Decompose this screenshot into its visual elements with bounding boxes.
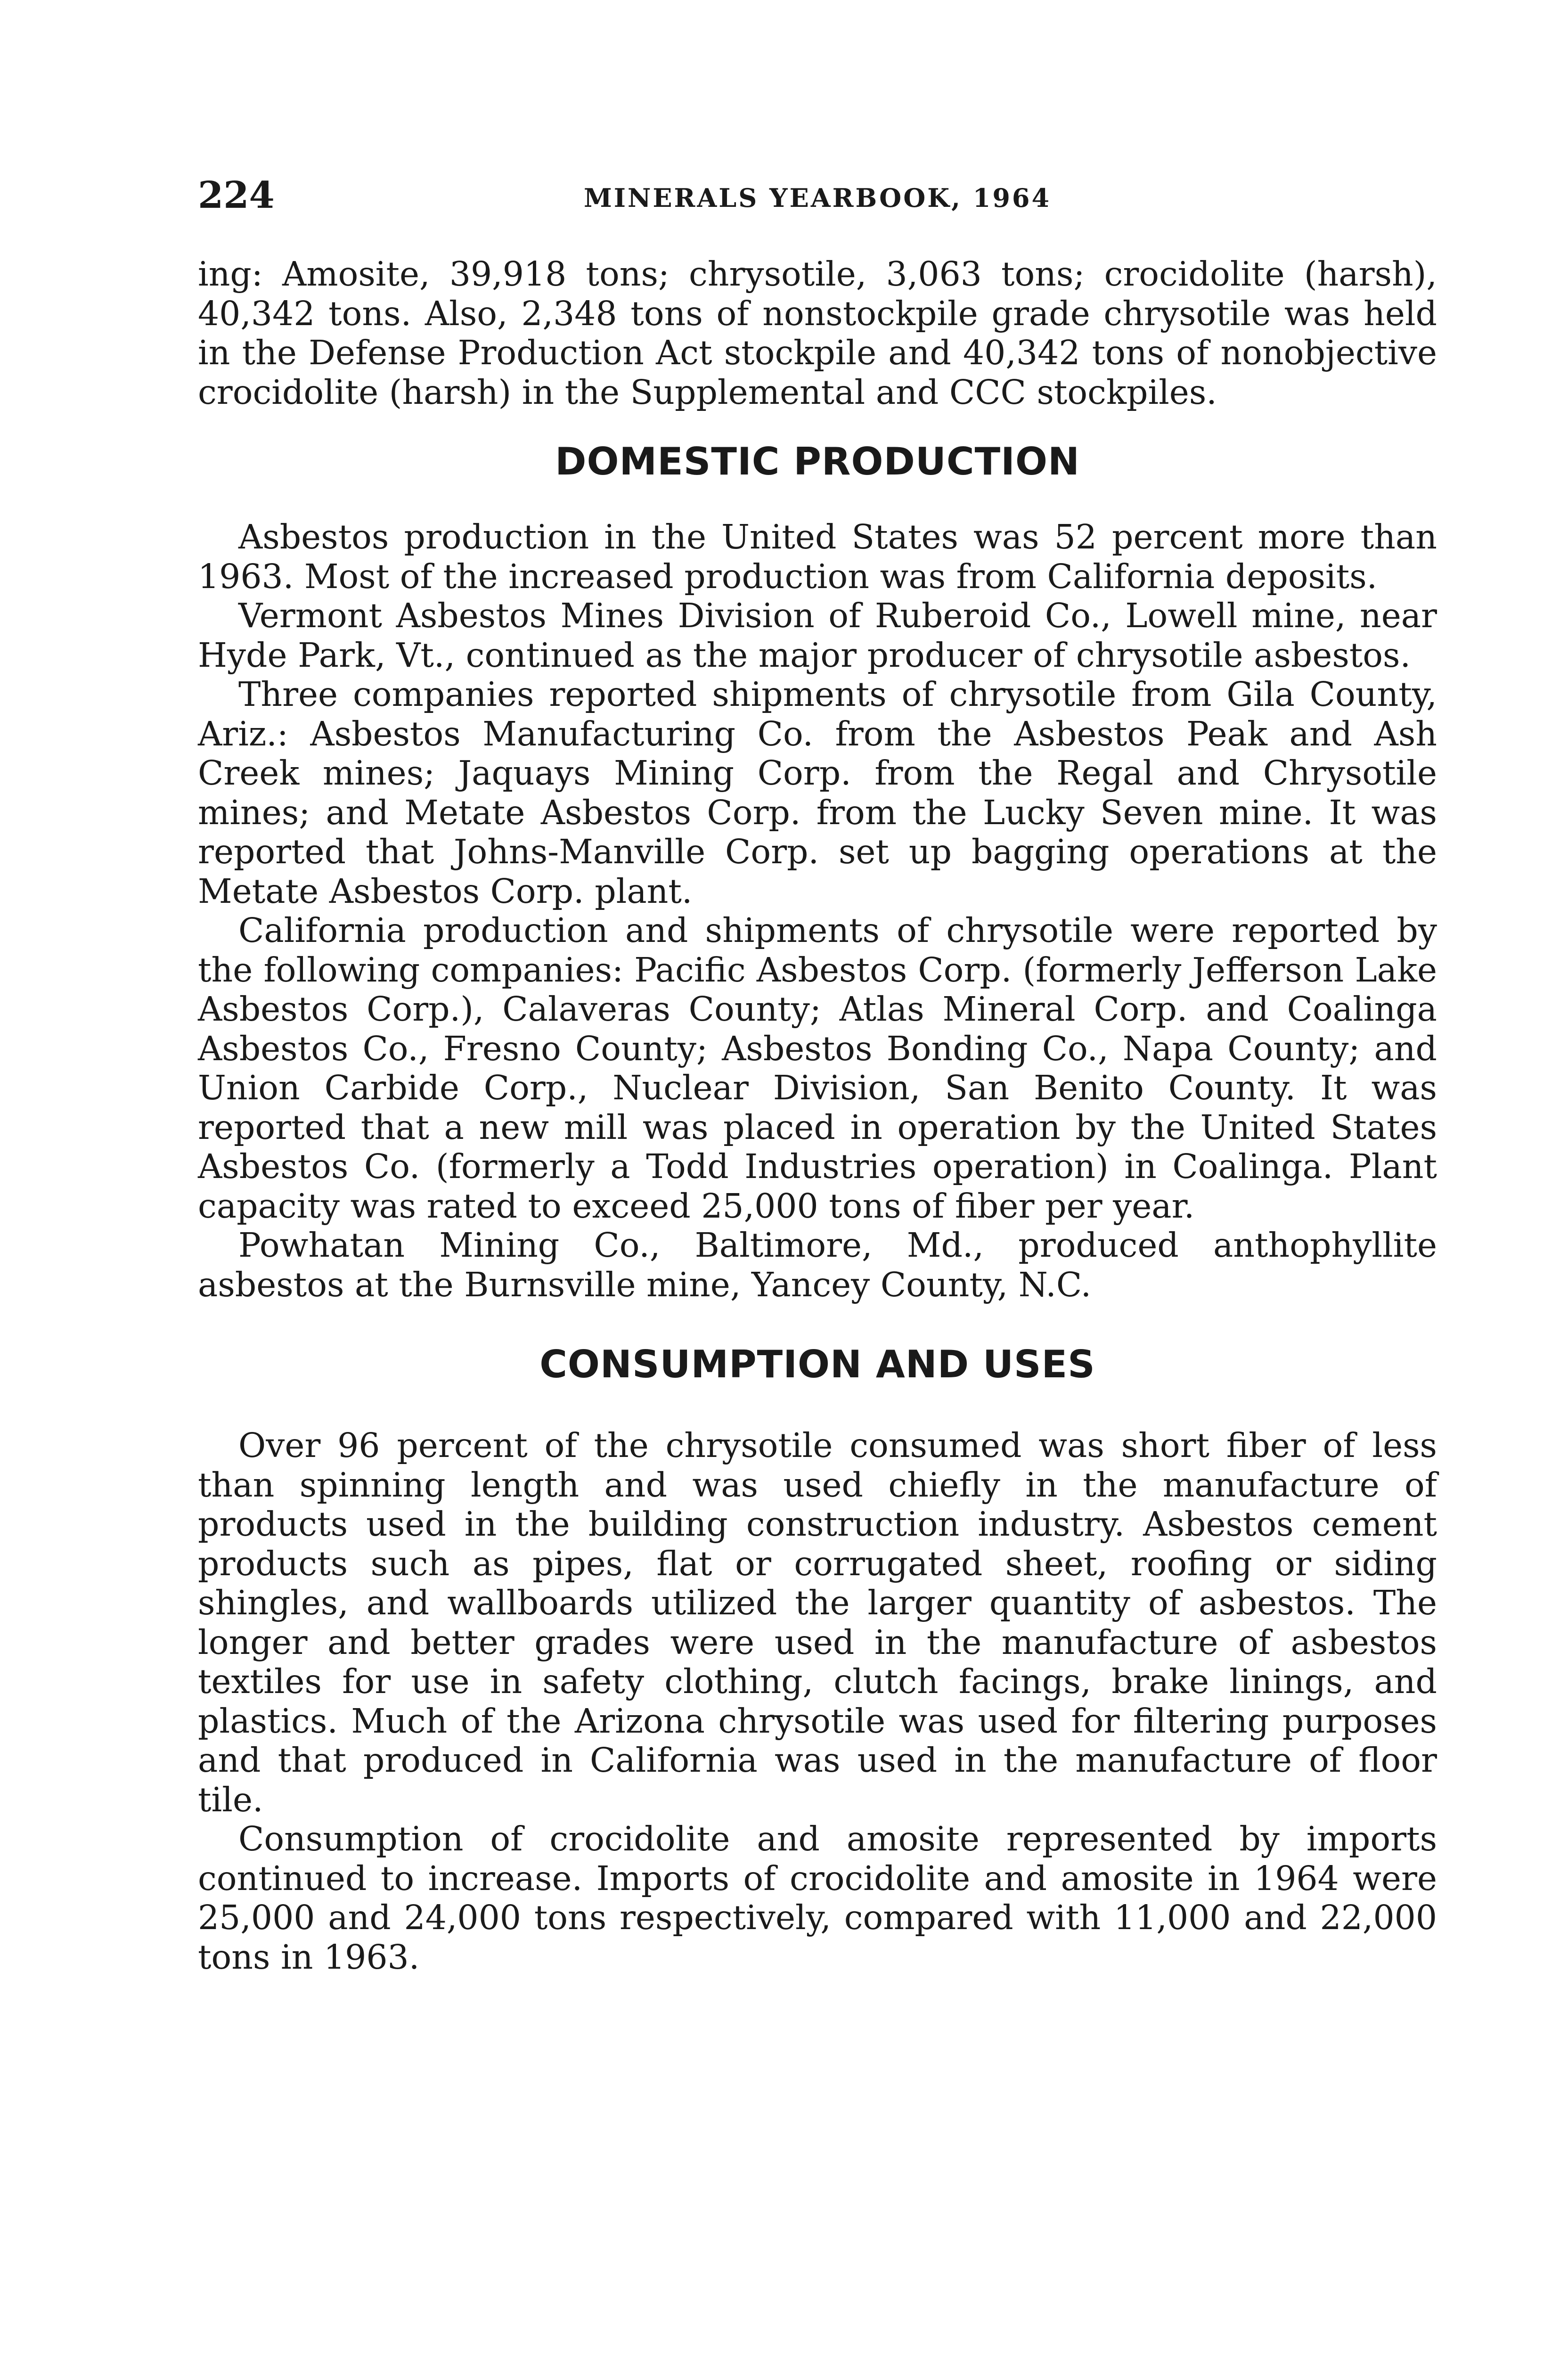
paragraph-consumption-1: Over 96 percent of the chrysotile consumed was short fiber of less than spinning length and was used chiefly in the manufacture of products used in the building construction industry. Asbestos cement products such as pipes, flat or corrugated sheet, roofing or siding shingles, and wallboards utilized the larger quantity of asbestos. The longer and better grades were used in the manufacture of asbestos textiles for use in safety clothing, clutch facings, brake linings, and plastics. Much of the Arizona chrysotile was used for filtering purposes and that produced in California was used in the manufacture of floor tile. [198,1426,1437,1819]
paragraph-domestic-1: Asbestos production in the United States was 52 percent more than 1963. Most of the increased production was from California deposits. [198,517,1437,596]
paragraph-domestic-2: Vermont Asbestos Mines Division of Ruberoid Co., Lowell mine, near Hyde Park, Vt., continued as the major producer of chrysotile asbestos. [198,596,1437,675]
paragraph-consumption-2: Consumption of crocidolite and amosite represented by imports continued to increase. Imports of crocidolite and amosite in 1964 were 25,000 and 24,000 tons respectively, compared with 11,000 and 22,000 tons in 1963. [198,1819,1437,1977]
page-header [198,170,1437,221]
heading-domestic-production: DOMESTIC PRODUCTION [555,440,1080,483]
paragraph-intro: ing: Amosite, 39,918 tons; chrysotile, 3,063 tons; crocidolite (harsh), 40,342 tons. Also, 2,348 tons of nonstockpile grade chrysotile was held in the Defense Production Act stockpile and 40,342 tons of nonobjective crocidolite (harsh) in the Supplemental and CCC stockpiles. [198,254,1437,412]
heading-consumption-and-uses: CONSUMPTION AND USES [539,1342,1095,1386]
paragraph-domestic-5: Powhatan Mining Co., Baltimore, Md., produced anthophyllite asbestos at the Burnsville mine, Yancey County, N.C. [198,1226,1437,1304]
body-text [198,254,1437,1977]
paragraph-domestic-3: Three companies reported shipments of chrysotile from Gila County, Ariz.: Asbestos Manufacturing Co. from the Asbestos Peak and Ash Creek mines; Jaquays Mining Corp. from the Regal and Chrysotile mines; and Metate Asbestos Corp. from the Lucky Seven mine. It was reported that Johns-Manville Corp. set up bagging operations at the Metate Asbestos Corp. plant. [198,675,1437,911]
page-number: 224 [198,174,275,217]
running-head: MINERALS YEARBOOK, 1964 [583,183,1052,213]
paragraph-domestic-4: California production and shipments of chrysotile were reported by the following companies: Pacific Asbestos Corp. (formerly Jefferson Lake Asbestos Corp.), Calaveras County; Atlas Mineral Corp. and Coalinga Asbestos Co., Fresno County; Asbestos Bonding Co., Napa County; and Union Carbide Corp., Nuclear Division, San Benito County. It was reported that a new mill was placed in operation by the United States Asbestos Co. (formerly a Todd Industries operation) in Coalinga. Plant capacity was rated to exceed 25,000 tons of fiber per year. [198,911,1437,1226]
